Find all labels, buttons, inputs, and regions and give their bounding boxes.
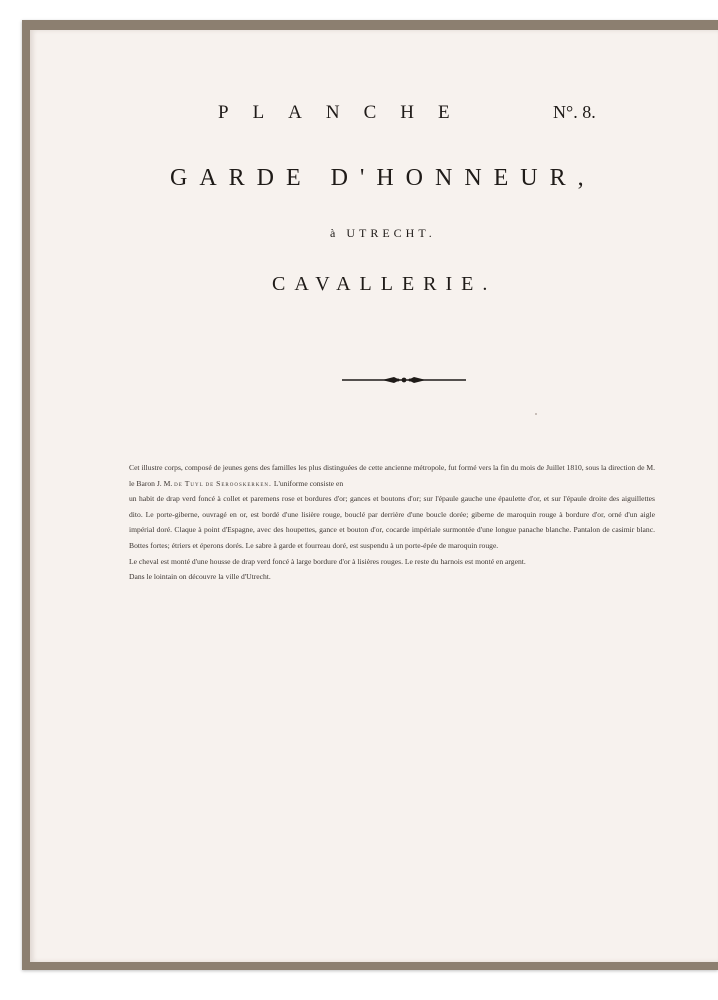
ornament-rule — [342, 373, 466, 387]
page-sheet — [30, 30, 718, 962]
place-subtitle: à UTRECHT. — [330, 226, 436, 240]
paragraph-background: Dans le lointain on découvre la ville d'Utrecht. — [129, 572, 271, 582]
description-text — [129, 460, 655, 585]
intro-rest: L'uniforme consiste en — [273, 478, 344, 488]
name-tuyl: Tuyl — [184, 478, 204, 488]
page-title: GARDE D'HONNEUR, — [170, 165, 596, 191]
intro-text: Cet illustre corps, composé de jeunes gens des familles les plus distinguées de cette ancienne métropole, fut formé vers la fin du mois de Juillet 1810, sous la direction de M. le Baron J. M. — [129, 463, 655, 488]
name-serooskerken: Serooskerken. — [216, 478, 272, 488]
plate-label: PLANCHE — [218, 102, 474, 123]
name-particle: de — [174, 478, 183, 488]
paper-speck — [535, 413, 537, 415]
branch-heading: CAVALLERIE. — [272, 273, 497, 295]
plate-number: N°. 8. — [553, 102, 596, 122]
name-particle-2: de — [205, 478, 215, 488]
paragraph-uniform: un habit de drap verd foncé à collet et paremens rose et bordures d'or; gances et boutons d'or; sur l'épaule gauche une épaulette d'or, et sur l'épaule droite des aiguillettes dito. Le porte-giberne, ouvragé en or, est bordé d'une lisière rouge, bouclé par derrière d'une boucle dorée; giberne de maroquin rouge à bordure d'or, orné d'un aigle impérial doré. Claque à point d'Espagne, avec des houpettes, gance et bouton d'or, cocarde impériale surmontée d'une longue panache blanche. Pantalon de casimir blanc. Bottes fortes; étriers et éperons dorés. Le sabre à garde et fourreau doré, est suspendu à un porte-épée de maroquin rouge. — [129, 494, 655, 550]
paragraph-intro — [129, 460, 655, 491]
paragraph-horse: Le cheval est monté d'une housse de drap verd foncé à large bordure d'or à lisières rouges. Le reste du harnois est monté en argent. — [129, 556, 526, 566]
